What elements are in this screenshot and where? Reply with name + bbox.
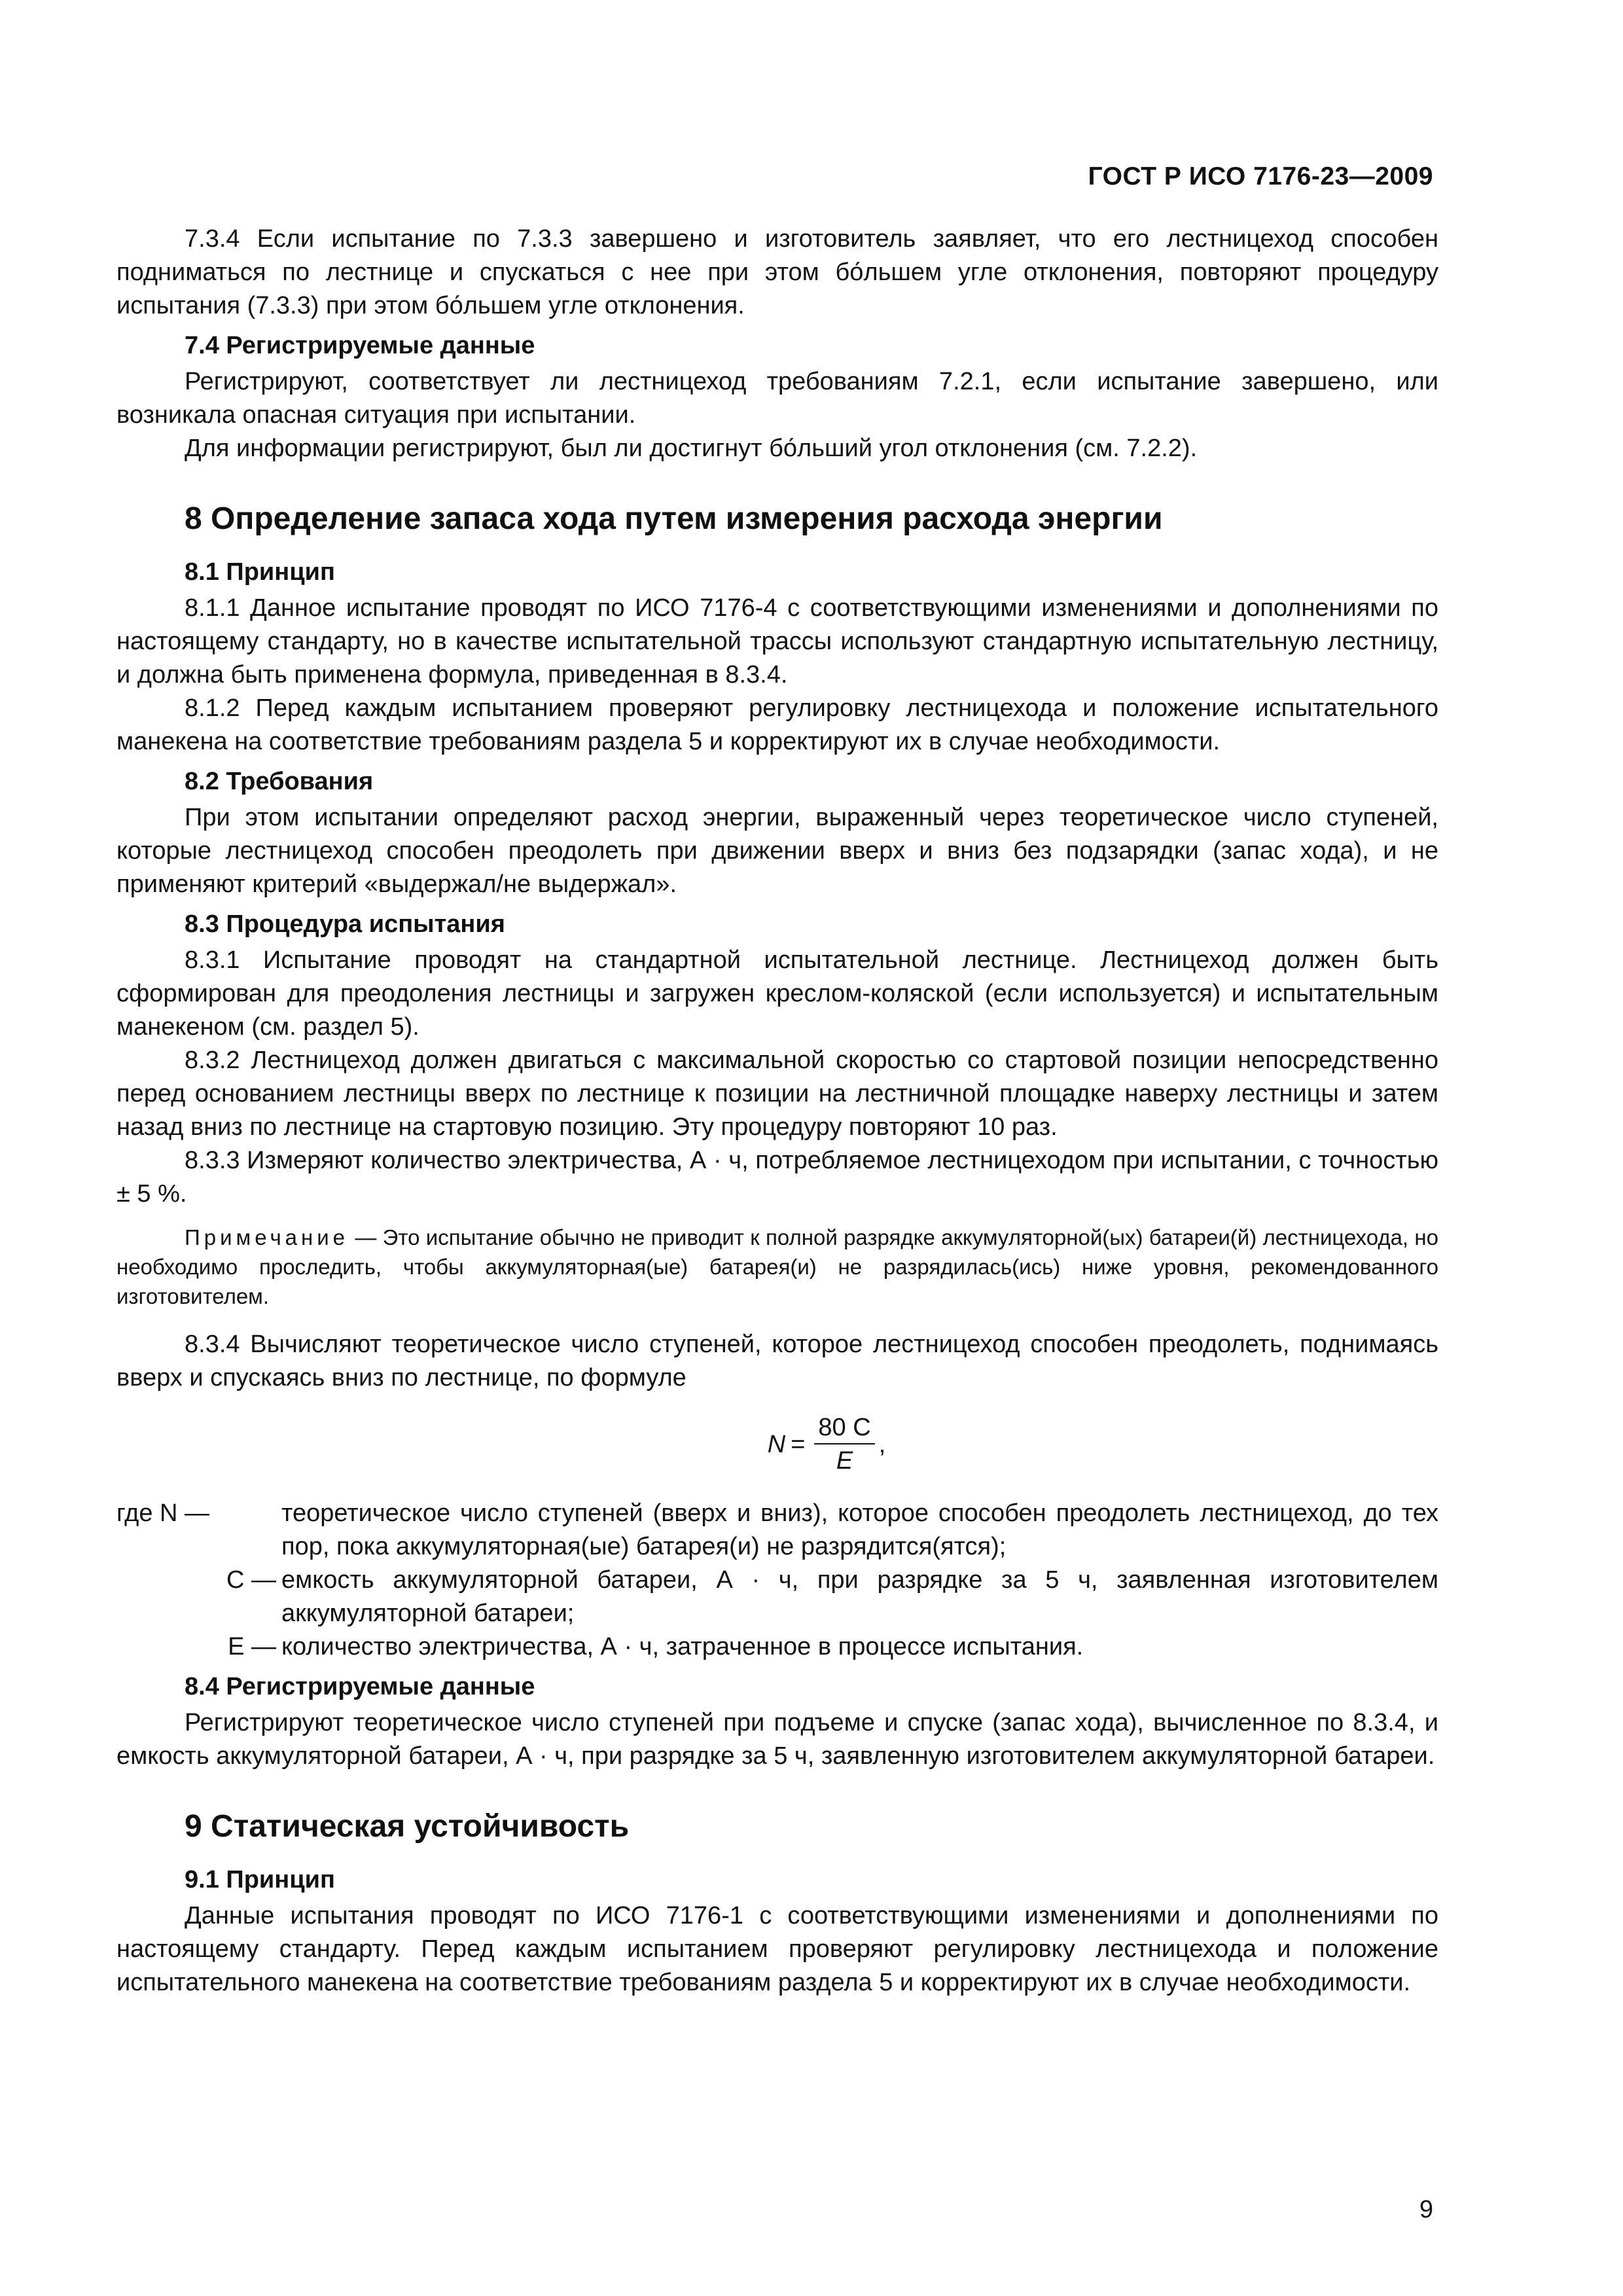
paragraph-8-1-1: 8.1.1 Данное испытание проводят по ИСО 7176-4 с соответствующими изменениями и дополнениями по настоящему стандарту, но в качестве испытательной трассы используют стандартную испытательную лестницу, и должна быть применена формула, приведенная в 8.3.4.: [116, 594, 1438, 689]
paragraph-7-3-4: 7.3.4 Если испытание по 7.3.3 завершено и изготовитель заявляет, что его лестницеход способен подниматься по лестнице и спускаться с нее при этом бо́льшем угле отклонения, повторяют процедуру испытания (7.3.3) при этом бо́льшем угле отклонения.: [116, 225, 1438, 319]
legend-symbol: E —: [228, 1633, 276, 1660]
note: [116, 1223, 1438, 1311]
formula-numerator: 80 C: [814, 1412, 874, 1444]
legend-text: количество электричества, А · ч, затраченное в процессе испытания.: [281, 1633, 1084, 1660]
formula: [215, 1412, 1438, 1477]
legend-row-c: [116, 1564, 1438, 1630]
paragraph-8-3-3: 8.3.3 Измеряют количество электричества, А · ч, потребляемое лестницеходом при испытании, с точностью ± 5 %.: [116, 1147, 1438, 1208]
paragraph-8-3-2: 8.3.2 Лестницеход должен двигаться с максимальной скоростью со стартовой позиции непосредственно перед основанием лестницы вверх по лестнице к позиции на лестничной площадке наверху лестницы и затем назад вниз по лестнице на стартовую позицию. Эту процедуру повторяют 10 раз.: [116, 1047, 1438, 1141]
paragraph-8-1-2: 8.1.2 Перед каждым испытанием проверяют регулировку лестницехода и положение испытательного манекена на соответствие требованиям раздела 5 и корректируют их в случае необходимости.: [116, 694, 1438, 755]
paragraph-7-4-a: Регистрируют, соответствует ли лестницеход требованиям 7.2.1, если испытание завершено, или возникала опасная ситуация при испытании.: [116, 368, 1438, 429]
subsection-heading-8-2: 8.2 Требования: [185, 768, 374, 795]
section-heading-8: 8 Определение запаса хода путем измерения расхода энергии: [185, 501, 1163, 536]
page-body: [116, 151, 1438, 2000]
formula-legend: [116, 1497, 1438, 1664]
document-id-header: ГОСТ Р ИСО 7176-23—2009: [1088, 162, 1433, 190]
legend-text: емкость аккумуляторной батареи, А · ч, при разрядке за 5 ч, заявленная изготовителем аккумуляторной батареи;: [281, 1566, 1438, 1627]
note-label: Примечание: [185, 1225, 349, 1249]
formula-trailing-comma: ,: [878, 1430, 886, 1458]
subsection-heading-8-1: 8.1 Принцип: [185, 558, 335, 586]
note-text: — Это испытание обычно не приводит к полной разрядке аккумуляторной(ых) батареи(й) лестницехода, но необходимо проследить, чтобы аккумуляторная(ые) батарея(и) не разрядилась(ись) ниже уровня, рекомендованного изготовителем.: [116, 1225, 1438, 1308]
section-heading-9: 9 Статическая устойчивость: [185, 1809, 630, 1844]
legend-symbol: C —: [226, 1566, 276, 1594]
formula-denominator: E: [836, 1447, 853, 1475]
formula-equals: =: [791, 1430, 806, 1458]
formula-lhs: N: [767, 1430, 786, 1458]
subsection-heading-9-1: 9.1 Принцип: [185, 1866, 335, 1893]
paragraph-8-3-1: 8.3.1 Испытание проводят на стандартной испытательной лестнице. Лестницеход должен быть сформирован для преодоления лестницы и загружен креслом-коляской (если используется) и испытательным манекеном (см. раздел 5).: [116, 946, 1438, 1041]
paragraph-8-4: Регистрируют теоретическое число ступеней при подъеме и спуске (запас хода), вычисленное по 8.3.4, и емкость аккумуляторной батареи, А · ч, при разрядке за 5 ч, заявленную изготовителем аккумуляторной батареи.: [116, 1709, 1438, 1770]
legend-row-e: [116, 1630, 1438, 1664]
paragraph-9-1: Данные испытания проводят по ИСО 7176-1 с соответствующими изменениями и дополнениями по настоящему стандарту. Перед каждым испытанием проверяют регулировку лестницехода и положение испытательного манекена на соответствие требованиям раздела 5 и корректируют их в случае необходимости.: [116, 1902, 1438, 1996]
subsection-heading-7-4: 7.4 Регистрируемые данные: [185, 332, 535, 359]
formula-fraction: [814, 1412, 874, 1477]
legend-row-n: [116, 1497, 1438, 1564]
paragraph-8-2: При этом испытании определяют расход энергии, выраженный через теоретическое число ступеней, которые лестницеход способен преодолеть при движении вверх и вниз без подзарядки (запас хода), и не применяют критерий «выдержал/не выдержал».: [116, 804, 1438, 898]
legend-text: теоретическое число ступеней (вверх и вниз), которое способен преодолеть лестницеход, до тех пор, пока аккумуляторная(ые) батарея(и) не разрядится(ятся);: [281, 1499, 1438, 1560]
paragraph-7-4-b: Для информации регистрируют, был ли достигнут бо́льший угол отклонения (см. 7.2.2).: [185, 435, 1198, 462]
subsection-heading-8-3: 8.3 Процедура испытания: [185, 910, 505, 938]
legend-symbol: где N —: [116, 1499, 210, 1527]
page-number: 9: [1419, 2196, 1433, 2223]
subsection-heading-8-4: 8.4 Регистрируемые данные: [185, 1673, 535, 1700]
paragraph-8-3-4: 8.3.4 Вычисляют теоретическое число ступеней, которое лестницеход способен преодолеть, поднимаясь вверх и спускаясь вниз по лестнице, по формуле: [116, 1331, 1438, 1391]
